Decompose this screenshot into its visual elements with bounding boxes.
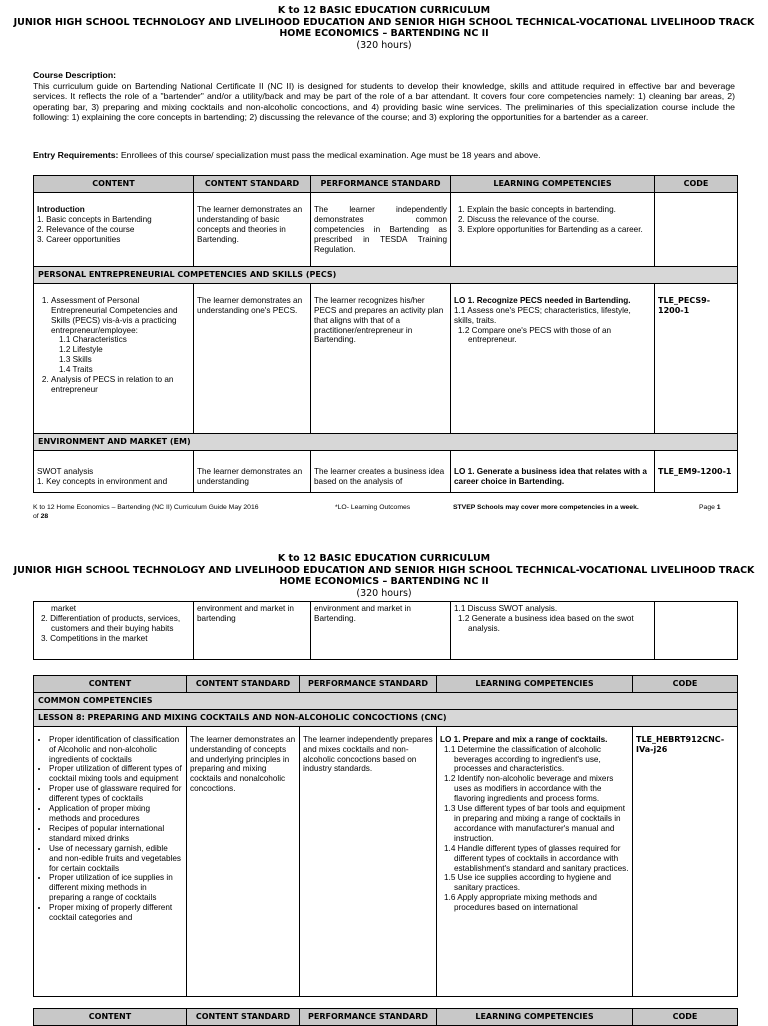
list-item: 1.3 Skills (59, 355, 92, 365)
list-item: 1.1 Characteristics (59, 335, 127, 345)
list-item: 1.5 Use ice supplies according to hygiene and sanitary practices. (444, 873, 612, 893)
course-label: Course Description: (33, 70, 117, 80)
common-performance: The learner independently prepares and mixes cocktails and non-alcoholic concoctions based on industry standards. (300, 726, 437, 996)
em-lo: LO 1. Generate a business idea that relates with a career choice in Bartending. (451, 450, 655, 492)
list-item: 1. Explain the basic concepts in bartending. (458, 204, 616, 214)
list-item: 1.4 Handle different types of glasses required for different types of cocktails in accordance with establishment's standard and sanitary practices. (444, 843, 629, 873)
col-content: CONTENT (34, 176, 194, 193)
col-code: CODE (655, 176, 738, 193)
list-item: • Proper identification of classification of Alcoholic and non-alcoholic ingredients of cocktails (49, 735, 183, 765)
col-content: CONTENT (34, 1009, 187, 1026)
band-lesson-8: LESSON 8: PREPARING AND MIXING COCKTAILS AND NON-ALCOHOLIC CONCOCTIONS (CNC) (34, 709, 738, 726)
header-hours: (320 hours) (356, 587, 412, 599)
list-item: • Proper mixing of properly different cocktail categories and (49, 903, 183, 923)
band-em: ENVIRONMENT AND MARKET (EM) (34, 433, 738, 450)
table-row (34, 283, 738, 433)
list-item: • Recipes of popular international standard mixed drinks (49, 824, 183, 844)
curriculum-table-page2 (33, 675, 738, 997)
p2-standard: environment and market in bartending (194, 602, 311, 660)
table-row (34, 726, 738, 996)
list-item: 1.2 Lifestyle (59, 345, 103, 355)
list-item: • Proper utilization of different types of cocktail mixing tools and equipment (49, 764, 183, 784)
list-item: 1. Basic concepts in Bartending (37, 214, 152, 224)
table-row (34, 450, 738, 492)
pecs-standard: The learner demonstrates an understanding one's PECS. (194, 283, 311, 433)
list-item: market (51, 604, 77, 613)
band-common-competencies: COMMON COMPETENCIES (34, 692, 738, 709)
list-item: 1.4 Traits (59, 365, 93, 375)
em-performance: The learner creates a business idea based on the analysis of (311, 450, 451, 492)
header-line3: HOME ECONOMICS – BARTENDING NC II (279, 576, 489, 587)
list-item: 2. Analysis of PECS in relation to an entrepreneur (51, 375, 190, 395)
table-row (34, 192, 738, 266)
common-lo: LO 1. Prepare and mix a range of cocktails. (440, 734, 608, 744)
p2-performance: environment and market in Bartending. (311, 602, 451, 660)
col-learning-competencies: LEARNING COMPETENCIES (437, 1009, 633, 1026)
footer-of: of 28 (33, 513, 49, 520)
band-pecs: PERSONAL ENTREPRENEURIAL COMPETENCIES AND SKILLS (PECS) (34, 266, 738, 283)
col-learning-competencies: LEARNING COMPETENCIES (437, 676, 633, 693)
col-content-standard: CONTENT STANDARD (187, 676, 300, 693)
list-item: 3. Competitions in the market (41, 633, 148, 643)
pecs-code: TLE_PECS9-1200-1 (655, 283, 738, 433)
list-item: 1.3 Use different types of bar tools and equipment in preparing and mixing a range of cocktails in accordance with manufacturer's manual and instruction. (444, 804, 625, 843)
col-performance-standard: PERFORMANCE STANDARD (300, 676, 437, 693)
curriculum-table-page2-continued (33, 601, 738, 660)
col-content-standard: CONTENT STANDARD (187, 1009, 300, 1026)
em-standard: The learner demonstrates an understanding (194, 450, 311, 492)
col-code: CODE (633, 1009, 738, 1026)
curriculum-table-page1 (33, 175, 738, 493)
pecs-performance: The learner recognizes his/her PECS and prepares an activity plan that aligns with that of a practitioner/entrepreneur in Bartending. (311, 283, 451, 433)
list-item: 2. Relevance of the course (37, 224, 135, 234)
list-item: 1.2 Compare one's PECS with those of an entrepreneur. (458, 325, 612, 345)
entry-label: Entry Requirements: (33, 150, 119, 160)
common-standard: The learner demonstrates an understanding of concepts and underlying principles in preparing and mixing cocktails and nonalcoholic concoctions. (187, 726, 300, 996)
list-item: 1.6 Apply appropriate mixing methods and procedures based on international (444, 893, 597, 913)
col-performance-standard: PERFORMANCE STANDARD (300, 1009, 437, 1026)
list-item: 1. Assessment of Personal Entrepreneurial Competencies and Skills (PECS) vis-à-vis a practicing entrepreneur/employee: 1.1 Characteristics 1.2 Lifestyle 1.3 Skills 1.4 Traits (51, 296, 190, 375)
list-item: 1.1 Determine the classification of alcoholic beverages according to ingredient's use, processes and characteristics. (444, 744, 602, 774)
list-item: 1.1 Discuss SWOT analysis. (454, 604, 558, 613)
list-item: 2. Differentiation of products, services, customers and their buying habits (41, 613, 181, 633)
list-item: • Application of proper mixing methods and procedures (49, 804, 183, 824)
header-line1: K to 12 BASIC EDUCATION CURRICULUM (277, 553, 491, 564)
curriculum-table-page3-header (33, 1008, 738, 1026)
footer-right: STVEP Schools may cover more competencies in a week. (453, 504, 639, 511)
intro-title: Introduction (37, 204, 85, 214)
intro-standard: The learner demonstrates an understanding of basic concepts and theories in Bartending. (194, 192, 311, 266)
table-row (34, 602, 738, 660)
common-code: TLE_HEBRT912CNC-IVa-j26 (633, 726, 738, 996)
course-text: This curriculum guide on Bartending National Certificate II (NC II) is designed for students to develop their knowledge, skills and attitude required in effective bar and beverage services. It reflects the role of a "bartender" and/or a utility/back and may be part of the role of a bar attendant. It covers four core competencies namely: 1) cleaning bar areas, 2) operating bar, 3) preparing and mixing cocktails and non-alcoholic concoctions, and 4) providing basic wine services. The preliminaries of this specialization course include the following: 1) explaining the core concepts in bartending; 2) discussing the relevance of the course; and 3) exploring the opportunities for a bartender as a career. (33, 80, 735, 123)
footer-page: Page 1 (699, 504, 721, 511)
header-line1: K to 12 BASIC EDUCATION CURRICULUM (277, 5, 491, 16)
col-performance-standard: PERFORMANCE STANDARD (311, 176, 451, 193)
list-item: • Use of necessary garnish, edible and non-edible fruits and vegetables for certain cocktails (49, 844, 183, 874)
list-item: • Proper use of glassware required for different types of cocktails (49, 784, 183, 804)
header-line3: HOME ECONOMICS – BARTENDING NC II (279, 28, 489, 39)
page-footer (33, 504, 735, 526)
em-title: SWOT analysis (37, 466, 94, 476)
pecs-lo: LO 1. Recognize PECS needed in Bartending. (454, 295, 631, 305)
course-description (33, 70, 735, 123)
page-1-header (0, 5, 768, 51)
footer-left: K to 12 Home Economics – Bartending (NC II) Curriculum Guide May 2016 (33, 504, 259, 511)
col-content: CONTENT (34, 676, 187, 693)
list-item: 3. Career opportunities (37, 234, 121, 244)
list-item: 3. Explore opportunities for Bartending as a career. (458, 224, 643, 234)
header-hours: (320 hours) (356, 39, 412, 51)
list-item: 2. Discuss the relevance of the course. (458, 214, 600, 224)
page-2-header (0, 553, 768, 599)
header-line2: JUNIOR HIGH SCHOOL TECHNOLOGY AND LIVELIHOOD EDUCATION AND SENIOR HIGH SCHOOL TECHNICAL-VOCATIONAL LIVELIHOOD TRACK (13, 16, 755, 28)
list-item: 1.2 Identify non-alcoholic beverage and mixers uses as modifiers in accordance with the flavoring ingredients and process forms. (444, 774, 614, 804)
em-code: TLE_EM9-1200-1 (655, 450, 738, 492)
col-code: CODE (633, 676, 738, 693)
list-item: 1. Key concepts in environment and (37, 476, 168, 486)
header-line2: JUNIOR HIGH SCHOOL TECHNOLOGY AND LIVELIHOOD EDUCATION AND SENIOR HIGH SCHOOL TECHNICAL-VOCATIONAL LIVELIHOOD TRACK (13, 564, 755, 576)
footer-mid: *LO- Learning Outcomes (335, 504, 411, 511)
entry-requirements (33, 150, 735, 161)
col-learning-competencies: LEARNING COMPETENCIES (451, 176, 655, 193)
col-content-standard: CONTENT STANDARD (194, 176, 311, 193)
list-item: 1.2 Generate a business idea based on the swot analysis. (458, 613, 634, 633)
intro-performance: The learner independently demonstrates common competencies in Bartending as prescribed in TESDA Training Regulation. (311, 192, 451, 266)
entry-text: Enrollees of this course/ specialization must pass the medical examination. Age must be 18 years and above. (120, 150, 541, 160)
list-item: 1.1 Assess one's PECS; characteristics, lifestyle, skills, traits. (454, 305, 631, 325)
list-item: • Proper utilization of ice supplies in different mixing methods in preparing a range of cocktails (49, 873, 183, 903)
